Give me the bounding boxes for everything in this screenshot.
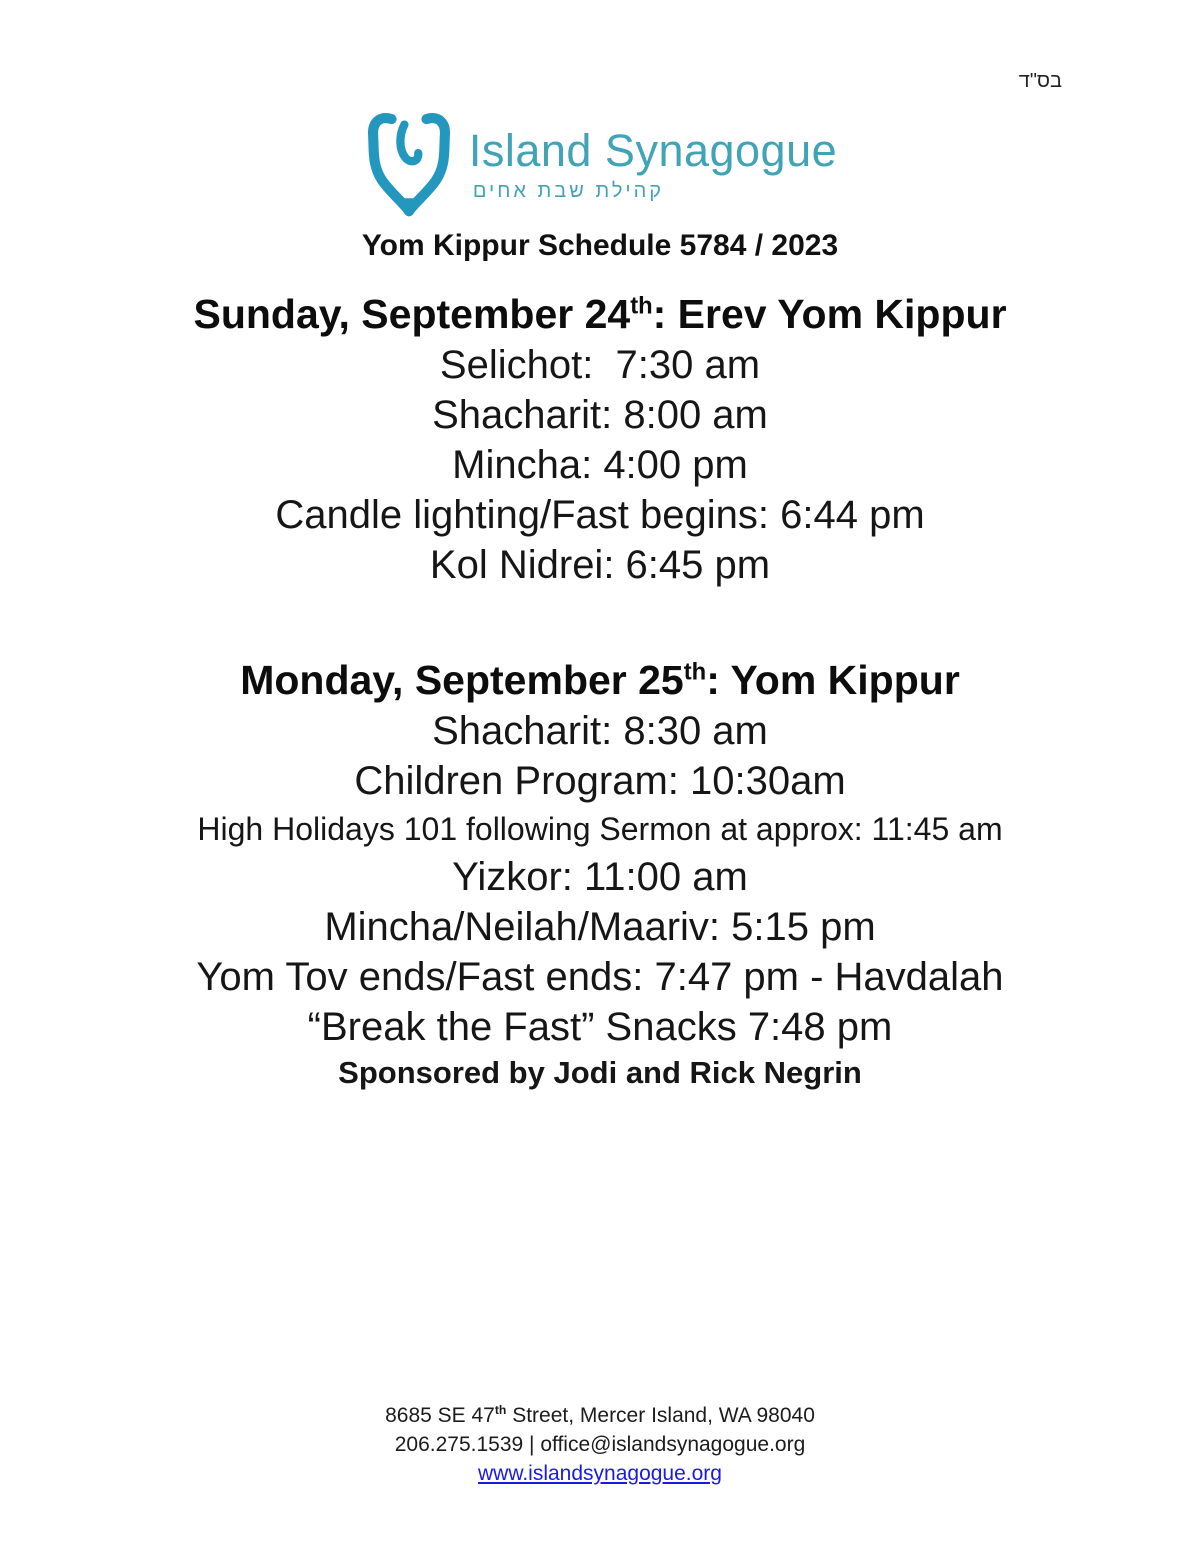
footer xyxy=(0,1401,1200,1488)
footer-contact: 206.275.1539 | office@islandsynagogue.org xyxy=(394,1433,806,1456)
heading-text: : Yom Kippur xyxy=(706,657,960,703)
heading-text: Sunday, September 24 xyxy=(193,291,631,337)
schedule-line: Mincha/Neilah/Maariv: 5:15 pm xyxy=(324,905,876,949)
logo xyxy=(0,0,1200,220)
schedule-line: Shacharit: 8:00 am xyxy=(432,393,768,437)
page-title: Yom Kippur Schedule 5784 / 2023 xyxy=(361,229,839,262)
schedule-line: Yom Tov ends/Fast ends: 7:47 pm - Havdalah xyxy=(196,955,1004,999)
heading-superscript: th xyxy=(630,292,653,320)
schedule-line: Selichot: 7:30 am xyxy=(439,343,761,387)
footer-address-text: 8685 SE 47 xyxy=(385,1404,495,1427)
brand-hebrew-subtitle: קהילת שבת אחים xyxy=(472,179,665,202)
footer-address-superscript: th xyxy=(494,1403,507,1417)
footer-address xyxy=(0,1401,1200,1430)
section-erev-yom-kippur xyxy=(0,288,1200,590)
island-synagogue-logo-icon xyxy=(363,112,455,220)
footer-website-row xyxy=(0,1459,1200,1488)
schedule-line: Children Program: 10:30am xyxy=(354,759,846,803)
section-heading xyxy=(0,288,1200,340)
heading-superscript: th xyxy=(683,658,707,686)
footer-address-text: Street, Mercer Island, WA 98040 xyxy=(506,1404,815,1427)
logo-text xyxy=(469,112,837,203)
brand-name: Island Synagogue xyxy=(468,125,838,176)
schedule-line: Kol Nidrei: 6:45 pm xyxy=(429,543,771,587)
schedule-line: Mincha: 4:00 pm xyxy=(452,443,748,487)
bsd-mark: בס"ד xyxy=(1018,70,1062,92)
schedule-line: Shacharit: 8:30 am xyxy=(432,709,768,753)
sponsor-line: Sponsored by Jodi and Rick Negrin xyxy=(338,1055,862,1090)
section-yom-kippur xyxy=(0,654,1200,1094)
footer-website-link[interactable]: www.islandsynagogue.org xyxy=(478,1462,722,1485)
schedule-line-note: High Holidays 101 following Sermon at approx: 11:45 am xyxy=(197,811,1003,847)
schedule-line: Yizkor: 11:00 am xyxy=(452,855,748,899)
schedule-line: Candle lighting/Fast begins: 6:44 pm xyxy=(275,493,925,537)
section-heading xyxy=(0,654,1200,706)
heading-text: : Erev Yom Kippur xyxy=(652,291,1007,337)
schedule-line: “Break the Fast” Snacks 7:48 pm xyxy=(307,1005,893,1049)
heading-text: Monday, September 25 xyxy=(240,657,684,703)
